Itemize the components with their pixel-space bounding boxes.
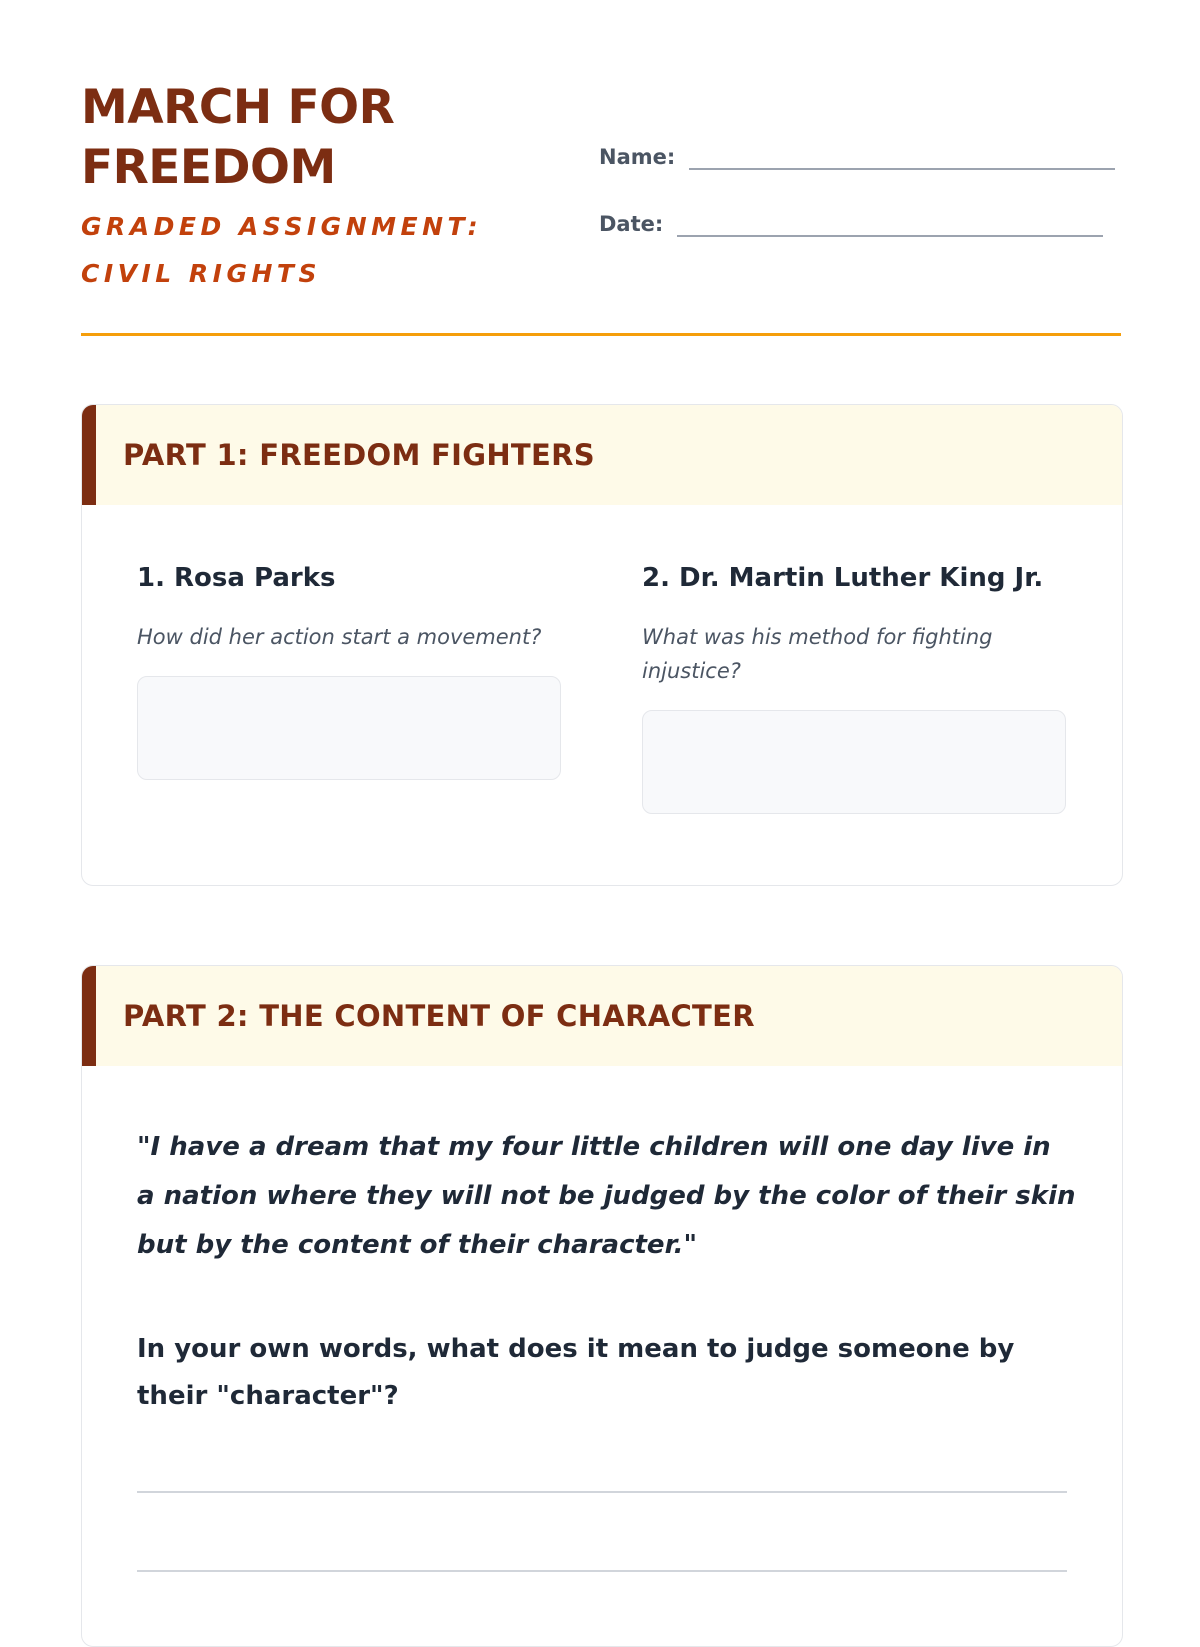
worksheet-title: MARCH FOR FREEDOM <box>81 80 395 195</box>
name-line[interactable] <box>689 138 1115 170</box>
date-label: Date: <box>599 212 664 236</box>
date-line[interactable] <box>677 205 1103 237</box>
character-question: In your own words, what does it mean to judge someone by their "character"? <box>137 1334 1015 1411</box>
answer-line[interactable] <box>137 1491 1067 1493</box>
question-prompt: How did her action start a movement? <box>137 625 542 649</box>
part1-title: PART 1: FREEDOM FIGHTERS <box>123 438 595 472</box>
name-field <box>599 138 1115 170</box>
answer-box-mlk[interactable] <box>642 710 1066 814</box>
question-title: 1. Rosa Parks <box>137 563 336 593</box>
part2-section <box>81 965 1123 1647</box>
part2-header <box>82 966 1122 1066</box>
header-divider <box>81 333 1121 336</box>
answer-line[interactable] <box>137 1570 1067 1572</box>
worksheet-header <box>81 0 1121 336</box>
name-label: Name: <box>599 145 676 169</box>
date-field <box>599 205 1103 237</box>
question-title: 2. Dr. Martin Luther King Jr. <box>642 563 1044 593</box>
part1-header <box>82 405 1122 505</box>
worksheet-page <box>81 0 1121 1411</box>
dream-quote: "I have a dream that my four little children will one day live in a nation where they will not be judged by the color of their skin but by the content of their character." <box>137 1132 1076 1260</box>
part2-title: PART 2: THE CONTENT OF CHARACTER <box>123 999 755 1033</box>
question-mlk <box>642 560 1068 814</box>
answer-box-rosa-parks[interactable] <box>137 676 561 780</box>
question-rosa-parks <box>137 560 563 780</box>
worksheet-subtitle: GRADED ASSIGNMENT: CIVIL RIGHTS <box>81 212 483 288</box>
question-prompt: What was his method for fighting injustice? <box>642 625 993 683</box>
part1-section <box>81 404 1123 886</box>
